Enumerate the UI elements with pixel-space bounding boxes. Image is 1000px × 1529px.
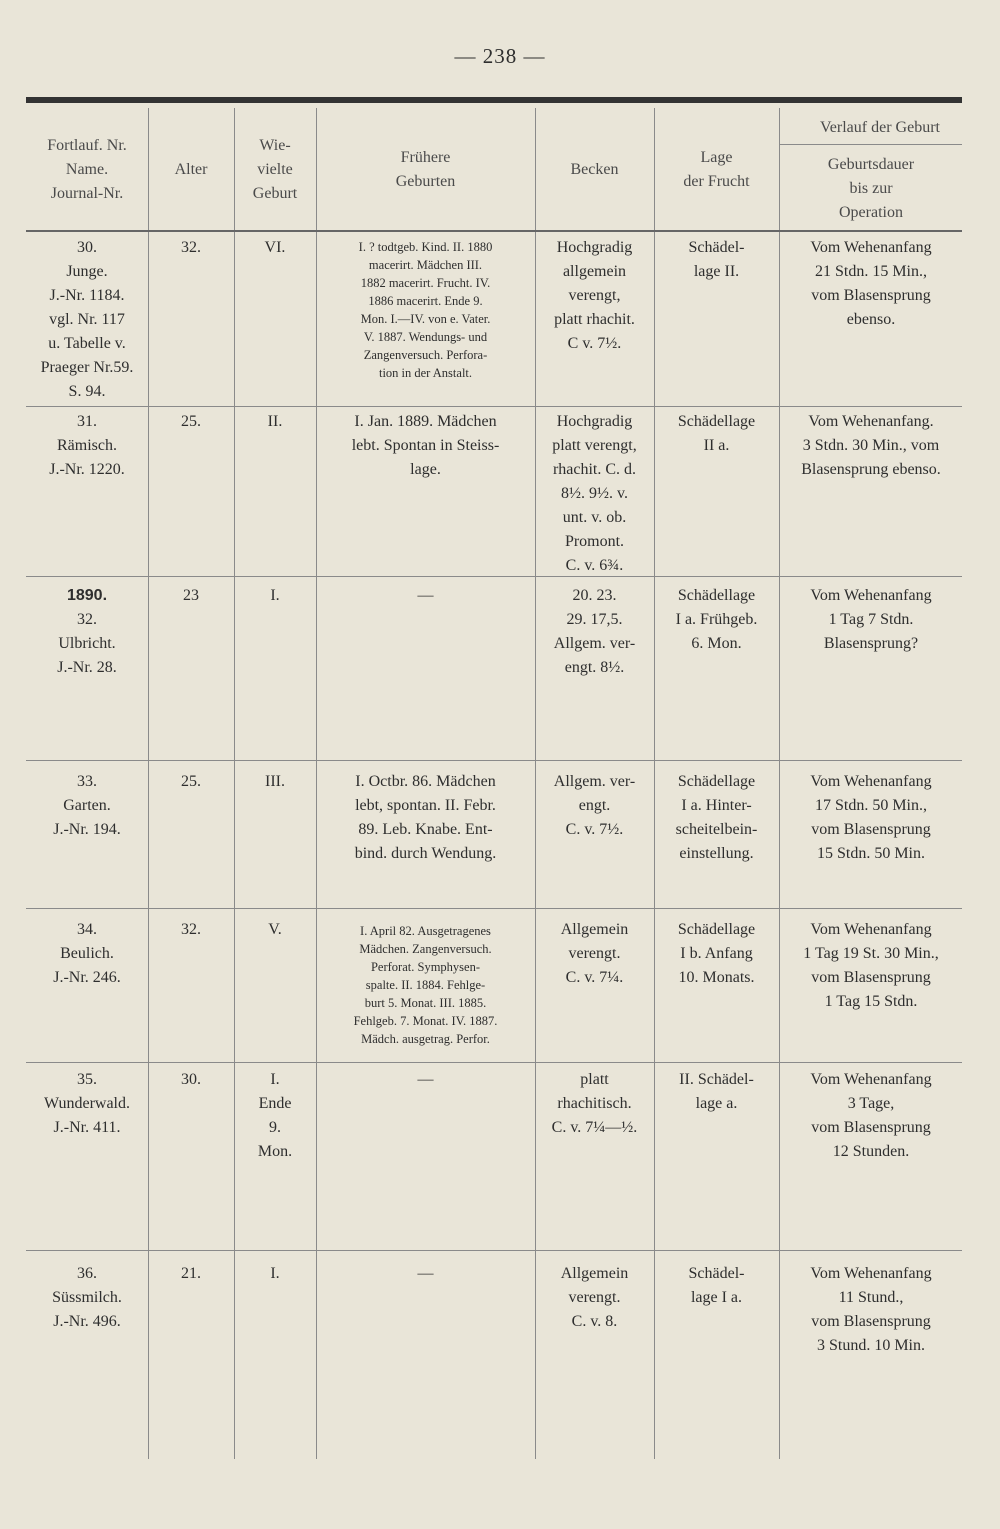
row-36-nr: 36. Süssmilch. J.-Nr. 496. <box>52 1265 122 1330</box>
row-34-becken: Allgemein verengt. C. v. 7¼. <box>560 921 629 986</box>
header-alter: Alter <box>174 161 208 178</box>
row-36-becken: Allgemein verengt. C. v. 8. <box>560 1265 629 1330</box>
row-36-lage: Schädel- lage I a. <box>688 1265 745 1306</box>
row-30-lage: Schädel- lage II. <box>688 239 745 280</box>
row-36-geburt: I. <box>270 1265 280 1282</box>
header-rule <box>26 97 962 103</box>
row-divider <box>26 1250 962 1251</box>
row-33-alter: 25. <box>181 773 201 790</box>
header-sub-divider <box>780 144 962 145</box>
row-30-fruehere: I. ? todtgeb. Kind. II. 1880 macerirt. Mädchen III. 1882 macerirt. Frucht. IV. 1886 macerirt. Ende 9. Mon. I.—IV. von e. Vater. V. 1887. Wendungs- und Zangenversuch. Perfora- tion in der Anstalt. <box>358 240 493 380</box>
row-32-geburt: I. <box>270 587 280 604</box>
row-34-nr: 34. Beulich. J.-Nr. 246. <box>53 921 121 986</box>
row-divider <box>26 406 962 407</box>
row-36-alter: 21. <box>181 1265 201 1282</box>
row-34-alter: 32. <box>181 921 201 938</box>
row-30-nr: 30. Junge. J.-Nr. 1184. vgl. Nr. 117 u. Tabelle v. Praeger Nr.59. S. 94. <box>40 239 134 400</box>
row-36-dauer: Vom Wehenanfang 11 Stund., vom Blasensprung 3 Stund. 10 Min. <box>810 1265 932 1354</box>
row-divider <box>26 760 962 761</box>
row-35-geburt: I. Ende 9. Mon. <box>257 1071 293 1160</box>
row-30-dauer: Vom Wehenanfang 21 Stdn. 15 Min., vom Blasensprung ebenso. <box>810 239 932 328</box>
row-36-fruehere: — <box>417 1265 434 1282</box>
header-geburtsdauer: Geburtsdauer bis zur Operation <box>827 156 915 221</box>
row-32-becken: 20. 23. 29. 17,5. Allgem. ver- engt. 8½. <box>553 587 636 676</box>
header-verlauf-der-geburt: Verlauf der Geburt <box>820 119 940 136</box>
row-34-fruehere: I. April 82. Ausgetragenes Mädchen. Zangenversuch. Perforat. Symphysen- spalte. II. 1884. Fehlge- burt 5. Monat. III. 1885. Fehlgeb. 7. Monat. IV. 1887. Mädch. ausgetrag. Perfor. <box>353 924 498 1046</box>
row-31-lage: Schädellage II a. <box>677 413 756 454</box>
row-32-year: 1890. <box>66 587 108 604</box>
header-fortlauf-nr: Fortlauf. Nr. Name. Journal-Nr. <box>47 137 127 202</box>
row-34-lage: Schädellage I b. Anfang 10. Monats. <box>677 921 756 986</box>
row-33-geburt: III. <box>265 773 285 790</box>
row-33-dauer: Vom Wehenanfang 17 Stdn. 50 Min., vom Blasensprung 15 Stdn. 50 Min. <box>810 773 932 862</box>
row-divider <box>26 1062 962 1063</box>
row-31-geburt: II. <box>267 413 283 430</box>
header-divider <box>26 230 962 232</box>
row-35-becken: platt rhachitisch. C. v. 7¼—½. <box>551 1071 638 1136</box>
row-33-fruehere: I. Octbr. 86. Mädchen lebt, spontan. II. Febr. 89. Leb. Knabe. Ent- bind. durch Wendung. <box>354 773 497 862</box>
row-31-nr: 31. Rämisch. J.-Nr. 1220. <box>49 413 125 478</box>
header-becken: Becken <box>570 161 619 178</box>
row-35-alter: 30. <box>181 1071 201 1088</box>
row-33-becken: Allgem. ver- engt. C. v. 7½. <box>553 773 636 838</box>
row-35-fruehere: — <box>417 1071 434 1088</box>
row-divider <box>26 576 962 577</box>
row-31-alter: 25. <box>181 413 201 430</box>
row-32-dauer: Vom Wehenanfang 1 Tag 7 Stdn. Blasensprung? <box>810 587 932 652</box>
row-35-nr: 35. Wunderwald. J.-Nr. 411. <box>44 1071 130 1136</box>
row-32-nr: 32. Ulbricht. J.-Nr. 28. <box>57 611 117 676</box>
row-30-becken: Hochgradig allgemein verengt, platt rhachit. C v. 7½. <box>554 239 635 352</box>
row-30-alter: 32. <box>181 239 201 256</box>
row-33-lage: Schädellage I a. Hinter- scheitelbein- einstellung. <box>675 773 758 862</box>
header-fruehere-geburten: Frühere Geburten <box>395 149 456 190</box>
row-31-dauer: Vom Wehenanfang. 3 Stdn. 30 Min., vom Blasensprung ebenso. <box>801 413 941 478</box>
row-31-fruehere: I. Jan. 1889. Mädchen lebt. Spontan in Steiss- lage. <box>351 413 500 478</box>
row-32-lage: Schädellage I a. Frühgeb. 6. Mon. <box>675 587 758 652</box>
row-34-dauer: Vom Wehenanfang 1 Tag 19 St. 30 Min., vom Blasensprung 1 Tag 15 Stdn. <box>803 921 939 1010</box>
header-lage-der-frucht: Lage der Frucht <box>683 149 750 190</box>
row-35-lage: II. Schädel- lage a. <box>679 1071 754 1112</box>
row-30-geburt: VI. <box>264 239 286 256</box>
row-32-fruehere: — <box>417 587 434 604</box>
row-35-dauer: Vom Wehenanfang 3 Tage, vom Blasensprung 12 Stunden. <box>810 1071 932 1160</box>
row-34-geburt: V. <box>268 921 282 938</box>
row-31-becken: Hochgradig platt verengt, rhachit. C. d. 8½. 9½. v. unt. v. ob. Promont. C. v. 6¾. <box>552 413 637 574</box>
page-number: — 238 — <box>454 44 546 68</box>
header-wievielte-geburt: Wie- vielte Geburt <box>252 137 298 202</box>
row-33-nr: 33. Garten. J.-Nr. 194. <box>53 773 121 838</box>
row-32-alter: 23 <box>183 587 199 604</box>
row-divider <box>26 908 962 909</box>
